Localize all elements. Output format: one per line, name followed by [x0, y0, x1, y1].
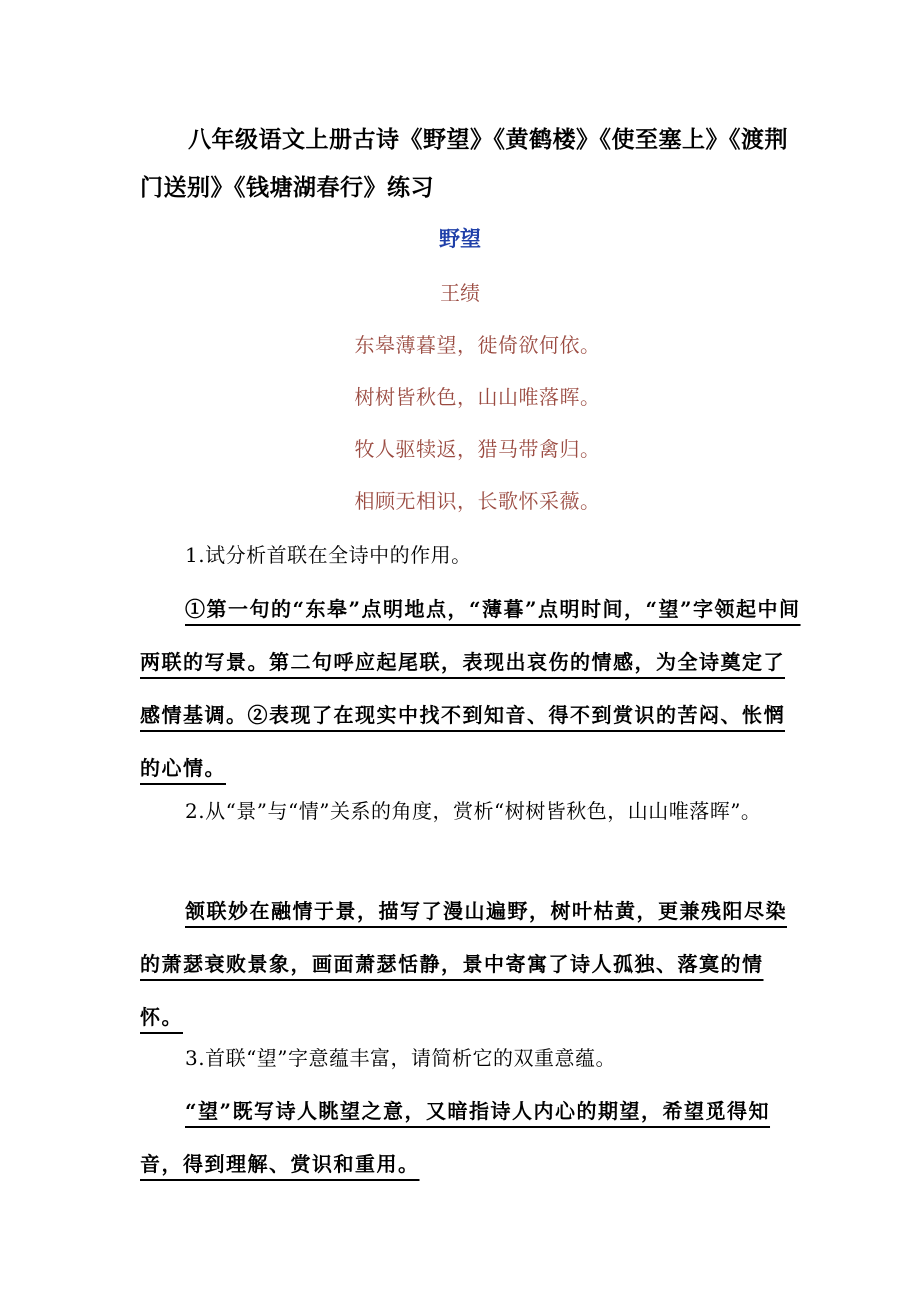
poem-title: 野望 — [439, 227, 481, 251]
document-title: 八年级语文上册古诗《野望》《黄鹤楼》《使至塞上》《渡荆门送别》《钱塘湖春行》练习 — [140, 127, 788, 201]
answer-3: “望”既写诗人眺望之意，又暗指诗人内心的期望，希望觅得知音，得到理解、赏识和重用。 — [140, 1099, 771, 1176]
poem-line: 相顾无相识，长歌怀采薇。 — [354, 489, 601, 513]
poem-author: 王绩 — [440, 281, 480, 305]
answer-1: ①第一句的“东皋”点明地点，“薄暮”点明时间，“望”字领起中间两联的写景。第二句呼应起尾联，表现出哀伤的情感，为全诗奠定了感情基调。②表现了在现实中找不到知音、得不到赏识的苦闷、怅惘的心情。 — [140, 597, 801, 780]
poem-line: 树树皆秋色，山山唯落晖。 — [354, 385, 601, 409]
question-3: 3.首联“望”字意蕴丰富，请简析它的双重意蕴。 — [185, 1046, 617, 1070]
answer-2: 颔联妙在融情于景，描写了漫山遍野，树叶枯黄，更兼残阳尽染的萧瑟衰败景象，画面萧瑟恬静，景中寄寓了诗人孤独、落寞的情怀。 — [140, 899, 787, 1029]
question-2: 2.从“景”与“情”关系的角度，赏析“树树皆秋色，山山唯落晖”。 — [185, 799, 762, 823]
poem-line: 东皋薄暮望，徙倚欲何依。 — [354, 333, 601, 357]
question-1: 1.试分析首联在全诗中的作用。 — [185, 543, 472, 567]
poem-line: 牧人驱犊返，猎马带禽归。 — [354, 437, 601, 461]
